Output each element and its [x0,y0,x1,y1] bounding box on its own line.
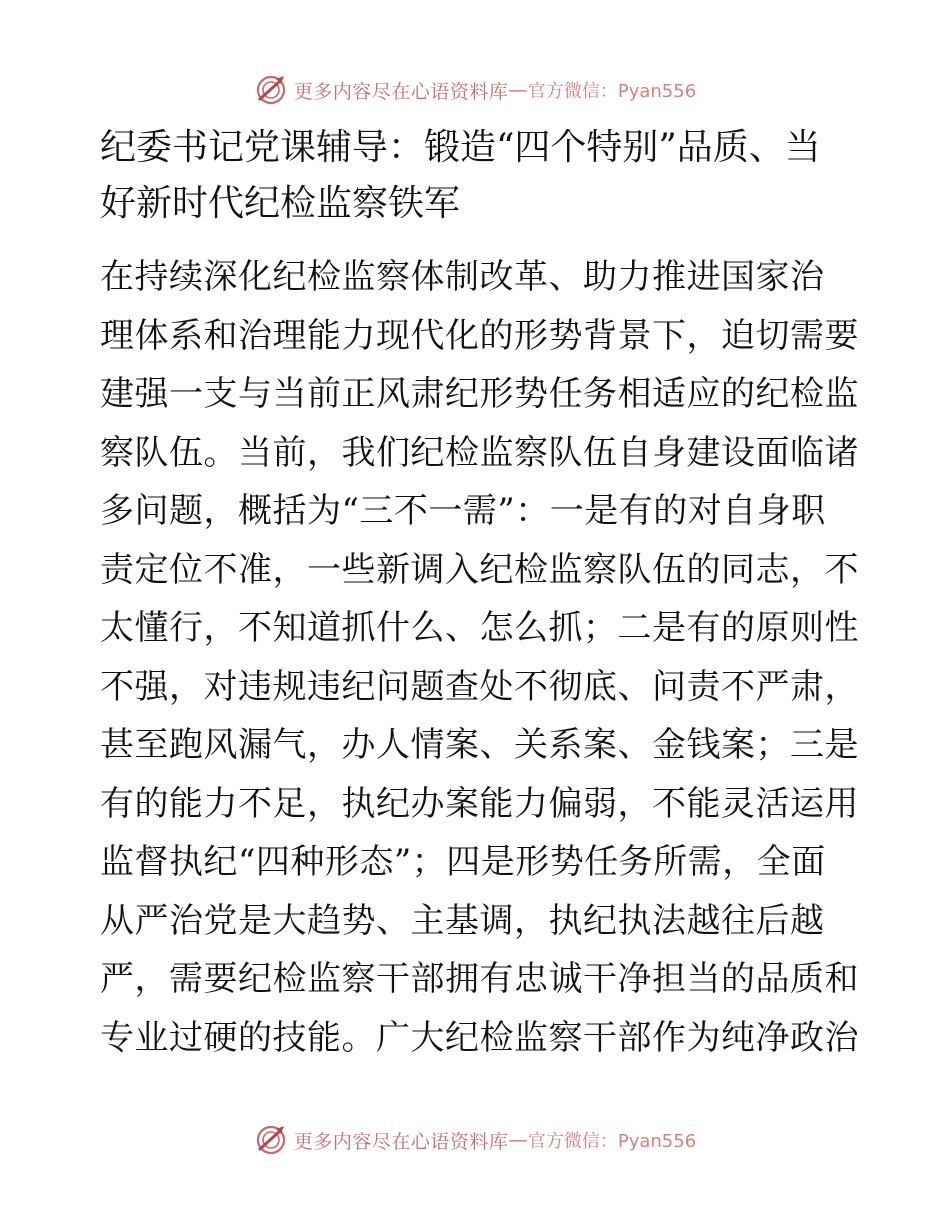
body-line: 责定位不准，一些新调入纪检监察队伍的同志，不 [100,549,859,590]
body-line: 有的能力不足，执纪办案能力偏弱，不能灵活运用 [100,783,859,824]
header-watermark-banner [0,70,950,110]
body-line: 理体系和治理能力现代化的形势背景下，迫切需要 [100,315,859,356]
body-line: 严，需要纪检监察干部拥有忠诚干净担当的品质和 [100,959,859,999]
body-line: 从严治党是大趋势、主基调，执纪执法越往后越 [100,900,825,941]
logo-icon [254,1123,288,1157]
title-line: 好新时代纪检监察铁军 [100,183,461,224]
body-line: 监督执纪“四种形态”；四是形势任务所需，全面 [100,842,826,882]
banner-wechat-text: 官方微信：Pyan556 [527,1131,697,1152]
body-line: 甚至跑风漏气，办人情案、关系案、金钱案；三是 [100,725,859,765]
body-line: 太懂行，不知道抓什么、怎么抓；二是有的原则性 [100,608,859,648]
banner-dash: — [508,79,528,101]
document-title [100,120,860,232]
body-line: 察队伍。当前，我们纪检监察队伍自身建设面临诸 [100,432,859,473]
banner-dash: — [508,1129,528,1151]
banner-brand-text: 更多内容尽在心语资料库 [293,1130,509,1153]
body-line: 建强一支与当前正风肃纪形势任务相适应的纪检监 [100,374,859,414]
body-line: 多问题，概括为“三不一需”：一是有的对自身职 [100,491,826,531]
body-line: 在持续深化纪检监察体制改革、助力推进国家治 [100,257,825,297]
body-line: 专业过硬的技能。广大纪检监察干部作为纯净政治 [100,1017,859,1058]
banner-brand-text: 更多内容尽在心语资料库 [293,80,509,103]
footer-watermark-banner [0,1120,950,1160]
logo-icon [254,73,288,107]
title-line: 纪委书记党课辅导：锻造“四个特别”品质、当 [100,127,821,168]
body-line: 不强，对违规违纪问题查处不彻底、问责不严肃， [100,666,859,707]
banner-wechat-text: 官方微信：Pyan556 [527,81,697,102]
document-body [100,248,859,1067]
